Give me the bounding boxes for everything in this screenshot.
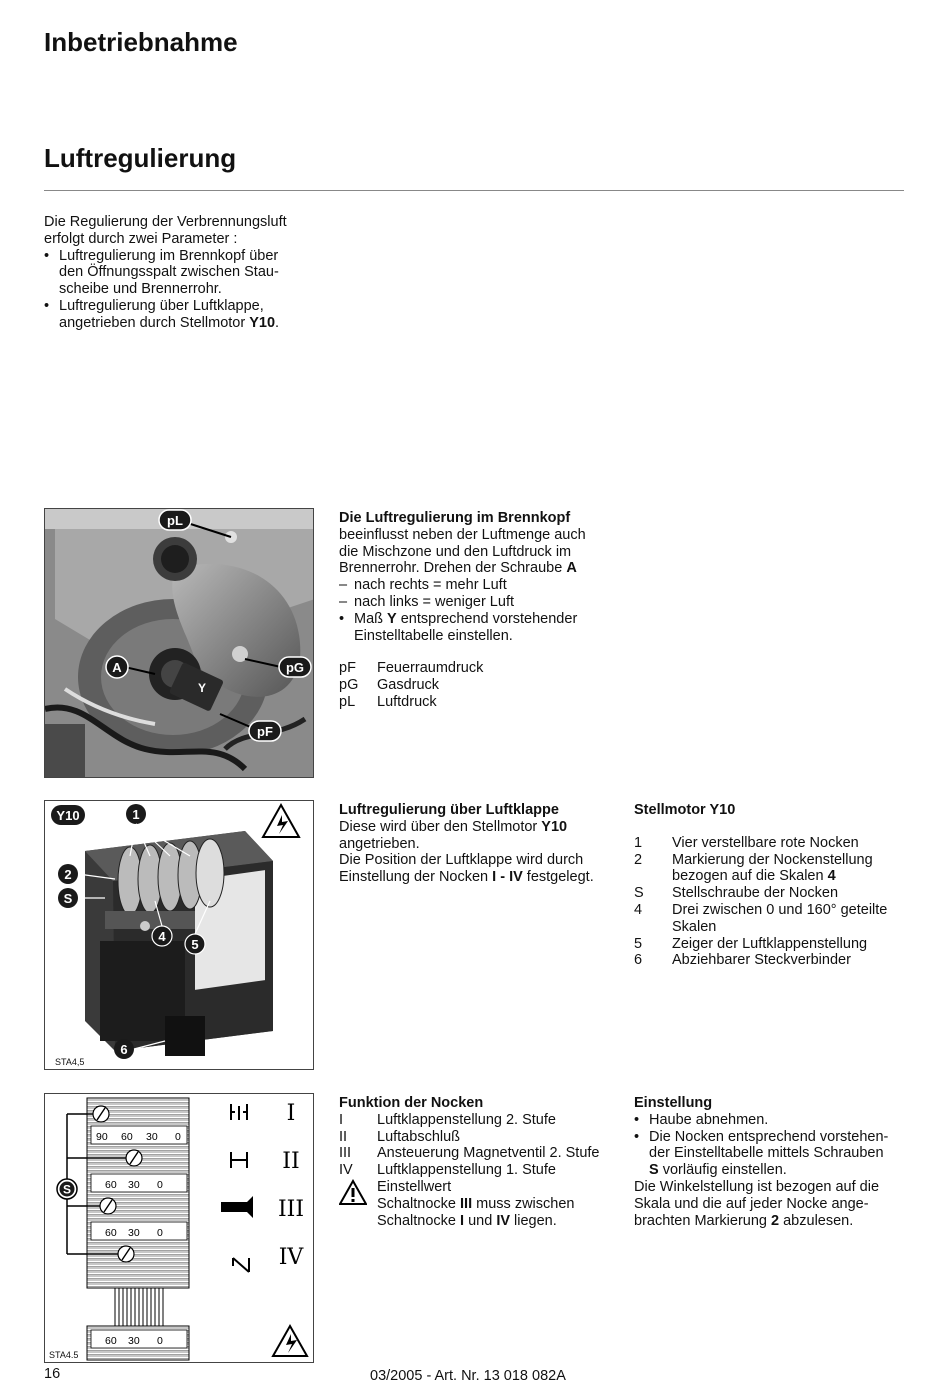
article-number: 03/2005 - Art. Nr. 13 018 082A [370,1368,566,1384]
label-S-marker [58,888,78,908]
luftklappe-line: angetrieben. [339,835,420,852]
scale-label: 60 [105,1179,117,1191]
scale-label: 0 [157,1335,163,1347]
einstellung-line: Die Winkelstellung ist bezogen auf die [634,1178,880,1195]
legend-row: pL Luftdruck [339,693,437,710]
intro-bullet-line: • Luftregulierung im Brennkopf über [59,247,279,264]
einstellung-line: brachten Markierung 2 abzulesen. [634,1212,854,1229]
scale-label: 30 [128,1227,140,1239]
legend-row: pF Feuerraumdruck [339,660,484,677]
svg-text:S: S [62,1182,72,1197]
brennkopf-heading: Die Luftregulierung im Brennkopf [339,510,571,526]
intro-line: Die Regulierung der Verbrennungsluft [44,214,287,230]
warning-title: Einstellwert [377,1178,452,1195]
stellmotor-heading: Stellmotor Y10 [634,802,736,818]
nocken-heading: Funktion der Nocken [339,1095,484,1111]
luftklappe-heading: Luftregulierung über Luftklappe [339,802,559,818]
stellmotor-item: 1 Vier verstellbare rote Nocken [634,834,859,851]
section-title: Luftregulierung [44,143,237,173]
stellmotor-item: S Stellschraube der Nocken [634,885,839,902]
einstellung-line: Skala und die auf jeder Nocke ange- [634,1195,869,1212]
scale-label: 0 [175,1131,181,1143]
svg-text:1: 1 [132,807,140,822]
svg-text:pL: pL [167,513,183,528]
scale-label: 90 [96,1131,108,1143]
figure2-caption: STA4,5 [55,1057,85,1067]
nocken-item: IV Luftklappenstellung 1. Stufe [339,1162,556,1179]
valve-icon [221,1196,253,1218]
cam-diagram [44,1093,314,1363]
intro-bullet-line: scheibe und Brennerrohr. [59,281,222,298]
label-Y-marker: Y [198,681,207,695]
stellmotor-item: 4 Drei zwischen 0 und 160° geteilte Skalen [634,901,888,935]
intro-bullet-line: angetrieben durch Stellmotor Y10. [59,314,280,331]
roman-II-icon: II [282,1149,300,1174]
warning-line: Schaltnocke III muss zwischen [377,1195,575,1212]
einstellung-bullet: • Haube abnehmen. [634,1112,914,1129]
svg-text:2: 2 [64,867,72,882]
nocken-item: III Ansteuerung Magnetventil 2. Stufe [339,1145,600,1162]
svg-text:pG: pG [285,660,305,675]
intro-bullet [44,248,324,298]
scale-label: 30 [128,1179,140,1191]
roman-III-icon: III [277,1197,305,1222]
label-pL-marker [159,510,191,530]
svg-text:4: 4 [158,929,166,944]
brennkopf-line: beeinflusst neben der Luftmenge auch [339,526,586,543]
brennkopf-dash: – nach rechts = mehr Luft [339,577,619,594]
label-S-circle [57,1179,77,1199]
figure3-caption: STA4.5 [49,1350,79,1360]
label-6-marker [114,1039,134,1059]
nocken-item: I Luftklappenstellung 2. Stufe [339,1111,556,1128]
scale-label: 30 [146,1131,158,1143]
label-pF-marker [249,721,281,741]
intro-bullet [44,298,324,332]
stellmotor-item: 6 Abziehbarer Steckverbinder [634,952,851,969]
stellmotor-item: 5 Zeiger der Luftklappenstellung [634,935,868,952]
scale-label: 0 [157,1179,163,1191]
scale-label: 60 [105,1335,117,1347]
cam-symbol-icon [231,1104,249,1272]
intro-line: erfolgt durch zwei Parameter : [44,230,238,247]
svg-text:pF: pF [257,724,273,739]
roman-I-icon: I [286,1101,296,1126]
svg-text:5: 5 [191,937,199,952]
luftklappe-line: Diese wird über den Stellmotor Y10 [339,818,568,835]
warning-icon [339,1179,367,1205]
warning-line: Schaltnocke I und IV liegen. [377,1212,557,1229]
stellmotor-text [634,802,914,969]
label-1-marker [126,804,146,824]
label-Y10-marker [51,805,85,825]
label-2-marker [58,864,78,884]
brennkopf-text [339,510,619,711]
scale-label: 60 [121,1131,133,1143]
svg-text:S: S [63,891,73,906]
label-5-marker [185,934,205,954]
scale-label: 30 [128,1335,140,1347]
roman-IV-icon: IV [278,1245,304,1270]
intro-bullet-line: • Luftregulierung über Luftklappe, [59,297,264,314]
nocken-text [339,1095,624,1229]
label-A-marker [106,656,128,678]
intro-text [44,214,324,332]
brennkopf-bullet: • Maß Y entsprechend vorstehender Einstelltabelle einstellen. [339,611,619,645]
luftklappe-text [339,802,624,886]
intro-bullet-line: den Öffnungsspalt zwischen Stau- [59,264,279,281]
brennkopf-line: die Mischzone und den Luftdruck im [339,543,572,560]
einstellung-bullet: • Die Nocken entsprechend vorstehen- der Einstelltabelle mittels Schrauben S vorläufig einstellen. [634,1129,914,1179]
servomotor-photo [44,800,314,1070]
page-header-title: Inbetriebnahme [44,27,238,57]
svg-text:Y10: Y10 [56,808,80,823]
scale-label: 0 [157,1227,163,1239]
nocken-warning [339,1179,624,1229]
section-divider [44,190,904,191]
label-pG-marker [279,657,311,677]
legend-row: pG Gasdruck [339,677,440,694]
label-4-marker [152,926,172,946]
svg-text:A: A [112,660,122,675]
einstellung-heading: Einstellung [634,1095,713,1111]
burner-head-photo [44,508,314,778]
stellmotor-item: 2 Markierung der Nockenstellung bezogen auf die Skalen 4 [634,851,873,885]
nocken-item: II Luftabschluß [339,1128,461,1145]
page-number: 16 [44,1366,61,1382]
svg-text:6: 6 [120,1042,128,1057]
brennkopf-dash: – nach links = weniger Luft [339,594,619,611]
luftklappe-line: Die Position der Luftklappe wird durch [339,852,584,869]
einstellung-text [634,1095,914,1229]
luftklappe-line: Einstellung der Nocken I - IV festgelegt. [339,869,594,886]
scale-label: 60 [105,1227,117,1239]
brennkopf-line: Brennerrohr. Drehen der Schraube A [339,560,577,577]
